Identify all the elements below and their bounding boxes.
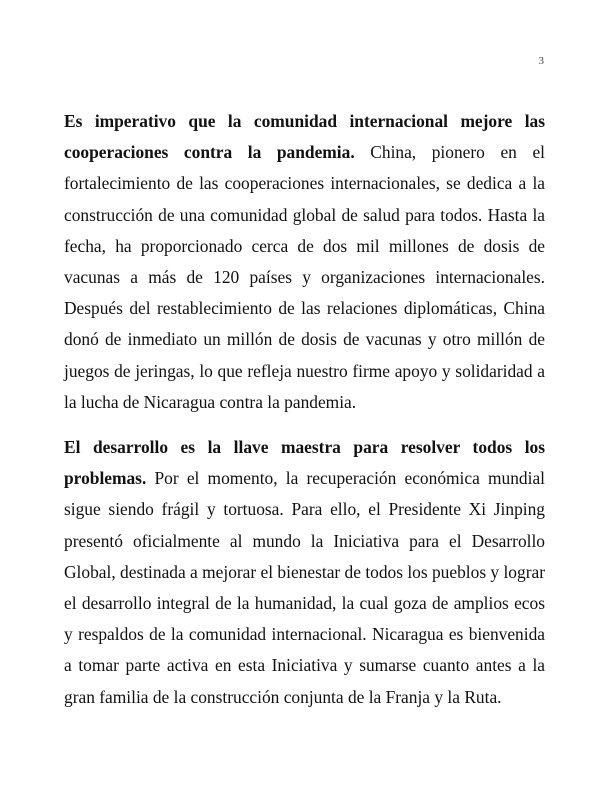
paragraph-body: Por el momento, la recuperación económica mundial sigue siendo frágil y tortuosa. Para ello, el Presidente Xi Jinping presentó oficialmente al mundo la Iniciativa para el Desarrollo Global, destinada a mejorar el bienestar de todos los pueblos y lograr el desarrollo integral de la humanidad, la cual goza de amplios ecos y respaldos de la comunidad internacional. Nicaragua es bienvenida a tomar parte activa en esta Iniciativa y sumarse cuanto antes a la gran familia de la construcción conjunta de la Franja y la Ruta.: [64, 468, 546, 707]
page-number: 3: [538, 55, 544, 67]
paragraph-lead: El desarrollo es la llave maestra para resolver todos los problemas.: [64, 437, 545, 489]
paragraph-body: China, pionero en el fortalecimiento de las cooperaciones internacionales, se dedica a la construcción de una comunidad global de salud para todos. Hasta la fecha, ha proporcionado cerca de dos mil millones de dosis de vacunas a más de 120 países y organizaciones internacionales. Después del restablecimiento de las relaciones diplomáticas, China donó de inmediato un millón de dosis de vacunas y otro millón de juegos de jeringas, lo que refleja nuestro firme apoyo y solidaridad a la lucha de Nicaragua contra la pandemia.: [64, 142, 545, 412]
paragraph-lead: Es imperativo que la comunidad internacional mejore las cooperaciones contra la pandemia.: [64, 111, 545, 163]
paragraph-pandemic-cooperation: [64, 106, 545, 418]
body-text: [64, 106, 545, 713]
paragraph-development: [64, 432, 545, 713]
